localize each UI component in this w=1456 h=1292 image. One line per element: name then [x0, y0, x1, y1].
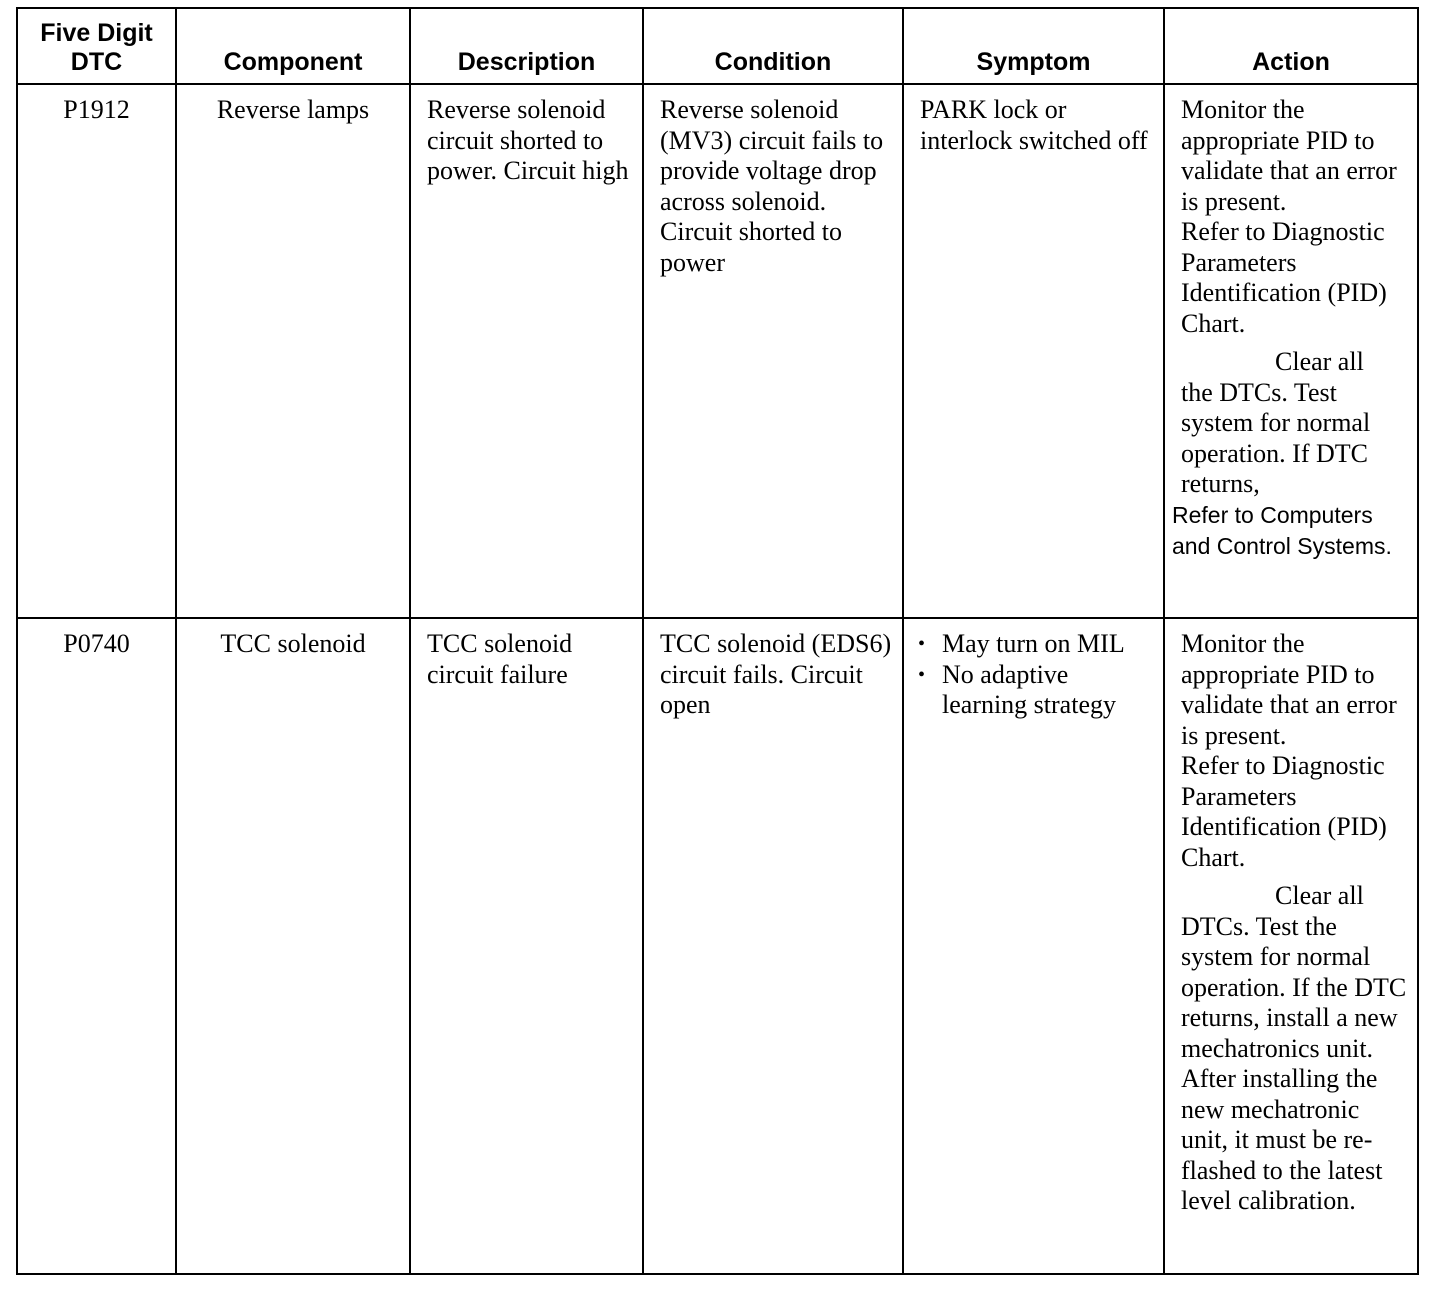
symptom-list: [918, 629, 1157, 721]
action-clear-lead: Clear all: [1275, 881, 1364, 910]
action-cell: [1164, 618, 1418, 1274]
action-clear-rest: DTCs. Test the system for normal operation. If the DTC returns, install a new mechatronics unit. After installing the new mechatronic unit, it must be re-flashed to the latest level calibration.: [1181, 911, 1407, 1215]
dtc-table: [16, 7, 1419, 1275]
symptom-cell: [903, 618, 1164, 1274]
action-note-line1: Refer to Computers: [1172, 501, 1373, 528]
action-reference-link: [1172, 500, 1411, 562]
symptom-cell: PARK lock or interlock switched off: [903, 84, 1164, 618]
dtc-code-cell: P1912: [17, 84, 176, 618]
header-action: Action: [1164, 8, 1418, 84]
component-cell: Reverse lamps: [176, 84, 410, 618]
action-clear-text: [1181, 347, 1411, 500]
table-header-row: [17, 8, 1418, 84]
component-cell: TCC solenoid: [176, 618, 410, 1274]
action-clear-lead: Clear all: [1275, 347, 1364, 376]
header-component: Component: [176, 8, 410, 84]
header-dtc-line2: DTC: [70, 48, 123, 76]
action-monitor-text: Monitor the appropriate PID to validate that an error is present.: [1181, 95, 1397, 216]
condition-cell: Reverse solenoid (MV3) circuit fails to provide voltage drop across solenoid. Circuit shorted to power: [643, 84, 903, 618]
action-clear-rest: the DTCs. Test system for normal operation. If DTC returns,: [1181, 377, 1371, 498]
header-condition: Condition: [643, 8, 903, 84]
dtc-code-cell: P0740: [17, 618, 176, 1274]
condition-cell: TCC solenoid (EDS6) circuit fails. Circuit open: [643, 618, 903, 1274]
action-clear-text: [1181, 881, 1411, 1217]
action-note-line2: and Control Systems.: [1172, 532, 1392, 559]
action-refer-text: Refer to Diagnostic Parameters Identification (PID) Chart.: [1181, 217, 1387, 338]
table-row: [17, 618, 1418, 1274]
symptom-list-item: • May turn on MIL: [918, 629, 1157, 660]
header-dtc: [17, 8, 176, 84]
table-row: [17, 84, 1418, 618]
action-cell: [1164, 84, 1418, 618]
header-description: Description: [410, 8, 643, 84]
header-dtc-line1: Five Digit: [40, 19, 153, 47]
action-monitor-text: Monitor the appropriate PID to validate that an error is present.: [1181, 629, 1397, 750]
description-cell: Reverse solenoid circuit shorted to power. Circuit high: [410, 84, 643, 618]
action-refer-text: Refer to Diagnostic Parameters Identification (PID) Chart.: [1181, 751, 1387, 872]
header-symptom: Symptom: [903, 8, 1164, 84]
description-cell: TCC solenoid circuit failure: [410, 618, 643, 1274]
symptom-list-item: • No adaptive learning strategy: [918, 660, 1157, 721]
